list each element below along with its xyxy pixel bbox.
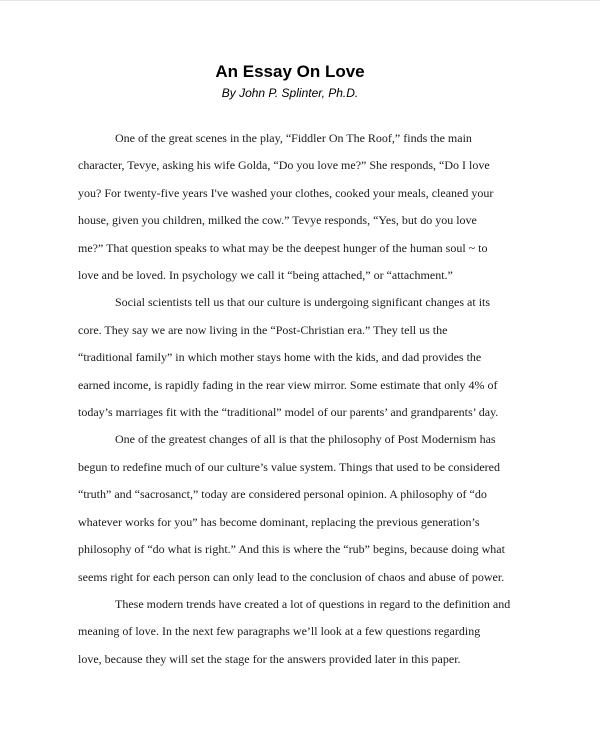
text-line: meaning of love. In the next few paragraphs we’ll look at a few questions regarding — [78, 624, 481, 639]
text-line: me?” That question speaks to what may be the deepest hunger of the human soul ~ to — [78, 240, 488, 255]
document-title: An Essay On Love — [215, 62, 365, 81]
text-line: you? For twenty-five years I've washed your clothes, cooked your meals, cleaned your — [78, 185, 494, 200]
text-line: today’s marriages fit with the “traditional” model of our parents’ and grandparents’ day. — [78, 405, 499, 420]
text-line: One of the great scenes in the play, “Fiddler On The Roof,” finds the main — [115, 131, 472, 145]
paragraph-4 — [78, 591, 516, 673]
text-line: core. They say we are now living in the “Post-Christian era.” They tell us the — [78, 322, 448, 337]
paragraph-1 — [78, 125, 516, 289]
text-line: These modern trends have created a lot of questions in regard to the definition and — [115, 596, 511, 611]
text-line: “traditional family” in which mother stays home with the kids, and dad provides the — [78, 350, 482, 365]
text-line: philosophy of “do what is right.” And this is where the “rub” begins, because doing what — [78, 542, 505, 557]
text-line: house, given you children, milked the cow.” Tevye responds, “Yes, but do you love — [78, 213, 477, 228]
text-line: Social scientists tell us that our culture is undergoing significant changes at its — [115, 295, 491, 310]
text-line: “truth” and “sacrosanct,” today are considered personal opinion. A philosophy of “do — [78, 487, 487, 502]
text-line: begun to redefine much of our culture’s value system. Things that used to be considered — [78, 459, 501, 474]
paragraph-2 — [78, 289, 516, 426]
author-byline: By John P. Splinter, Ph.D. — [221, 86, 359, 100]
text-line: character, Tevye, asking his wife Golda, “Do you love me?” She responds, “Do I love — [78, 158, 490, 173]
text-line: earned income, is rapidly fading in the rear view mirror. Some estimate that only 4% of — [78, 377, 498, 392]
text-line: love and be loved. In psychology we call it “being attached,” or “attachment.” — [78, 268, 453, 283]
text-line: One of the greatest changes of all is that the philosophy of Post Modernism has — [115, 432, 496, 447]
text-line: love, because they will set the stage for the answers provided later in this paper. — [78, 651, 461, 666]
text-line: whatever works for you” has become dominant, replacing the previous generation’s — [78, 514, 480, 529]
essay-body — [78, 125, 516, 673]
paragraph-3 — [78, 426, 516, 590]
text-line: seems right for each person can only lead to the conclusion of chaos and abuse of power. — [78, 569, 505, 584]
